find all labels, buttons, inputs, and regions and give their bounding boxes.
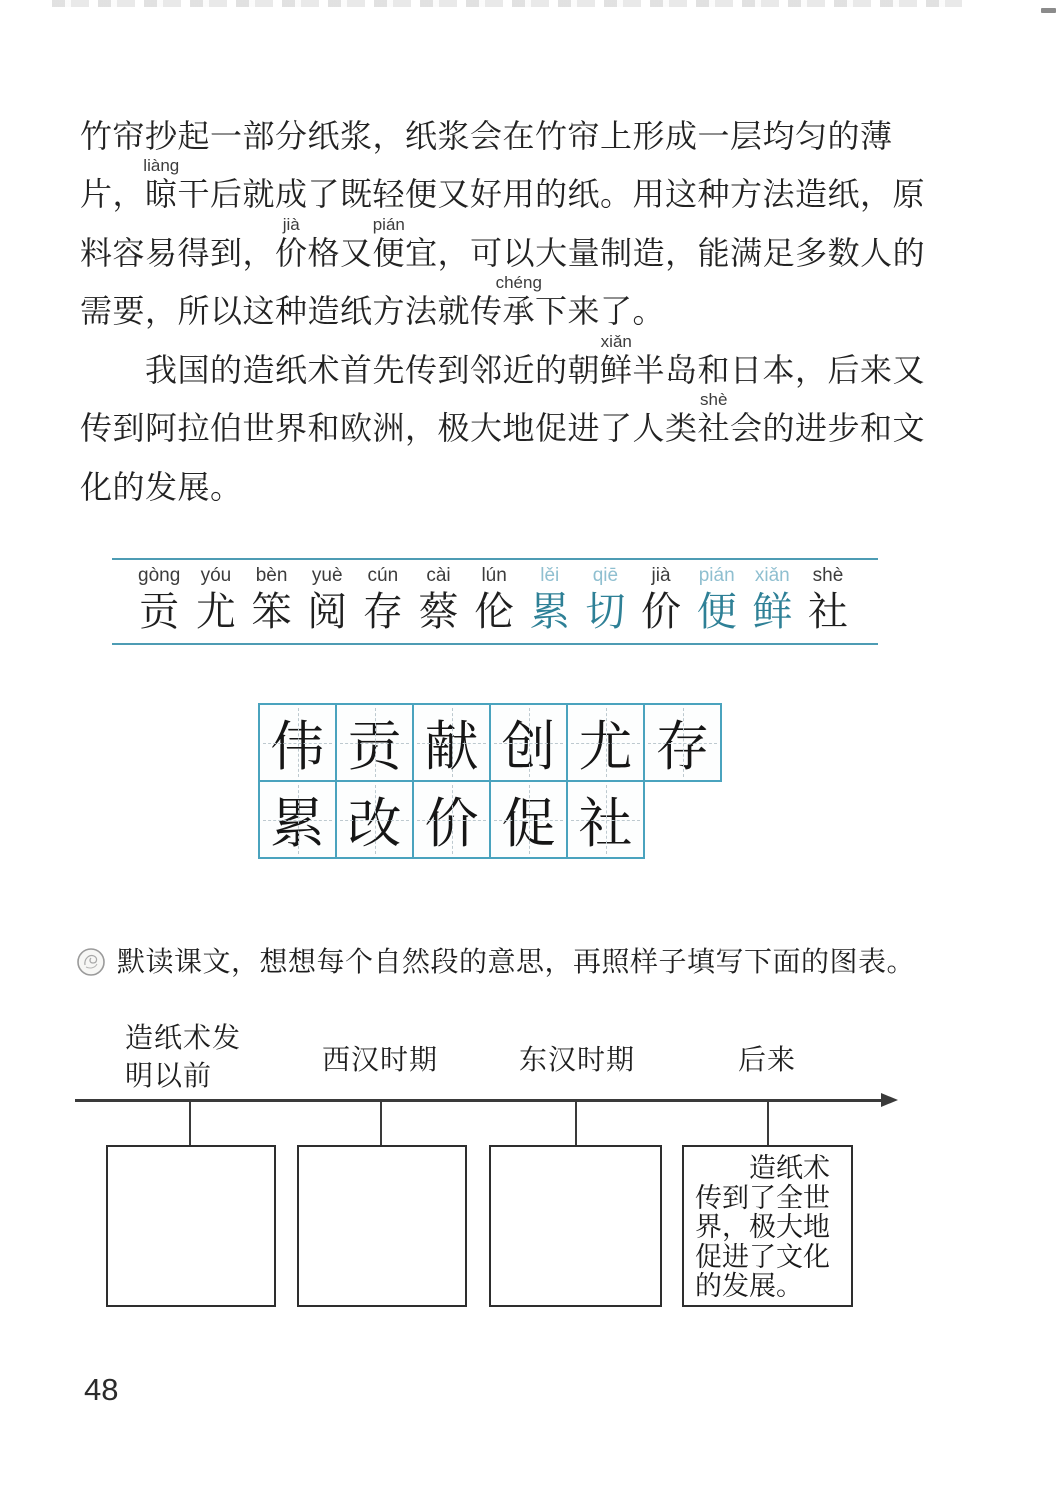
grid-cell-char: 伟	[270, 717, 325, 777]
grid-cell-char: 创	[501, 717, 556, 777]
char-item	[196, 566, 236, 635]
char-glyph: 笨	[251, 589, 292, 634]
grid-cell	[489, 780, 568, 859]
char-pinyin: bèn	[255, 565, 288, 586]
text-line	[80, 273, 930, 332]
timeline-box-empty-1	[106, 1145, 276, 1307]
grid-cell	[566, 703, 645, 782]
grid-cell-char: 促	[501, 794, 556, 854]
char-item	[808, 566, 848, 635]
text-segment: 我国的造纸术首先传到邻近的朝	[145, 351, 601, 388]
char-glyph: 价	[641, 589, 682, 634]
char-glyph: 贡	[139, 589, 180, 634]
char-pinyin: yóu	[200, 565, 232, 586]
grid-cell	[489, 703, 568, 782]
dashed-midline-v	[606, 708, 607, 777]
text-segment: 竹帘抄起一部分纸浆，纸浆会在竹帘上形成一层均匀的薄	[80, 117, 893, 154]
dashed-midline-v	[606, 785, 607, 854]
grid-cell-char: 改	[347, 794, 402, 854]
timeline-box-text-line: 传到了全世	[695, 1182, 830, 1213]
text-line	[80, 448, 930, 507]
pinyin-annotation: liàng	[143, 156, 180, 176]
dashed-midline-v	[298, 785, 299, 854]
char-item	[418, 566, 458, 635]
grid-cell-char: 尤	[578, 717, 633, 777]
char-list	[138, 566, 848, 635]
char-item	[752, 566, 792, 635]
char-glyph: 切	[585, 589, 626, 634]
grid-cell	[412, 780, 491, 859]
char-glyph: 阅	[307, 589, 348, 634]
char-glyph: 伦	[474, 589, 515, 634]
text-segment: 下来了。	[535, 293, 666, 329]
timeline-label-before-invention	[125, 1020, 241, 1096]
timeline-label-line: 西汉时期	[322, 1045, 439, 1076]
char-pinyin: qiē	[592, 565, 619, 586]
char-item	[641, 566, 681, 635]
pinyin-annotated-char: 便 pián	[372, 214, 406, 271]
char-pinyin: jià	[651, 565, 671, 586]
grid-cell-char: 价	[424, 794, 479, 854]
char-glyph: 鲜	[752, 589, 793, 634]
swirl-circle-icon	[76, 947, 106, 977]
pinyin-annotated-char: 价 jià	[275, 214, 308, 271]
timeline-label-line: 明以前	[125, 1061, 213, 1092]
exercise-instruction	[76, 944, 915, 982]
timeline-tick	[189, 1101, 191, 1146]
char-item	[585, 566, 625, 635]
timeline-label-line: 后来	[738, 1045, 797, 1076]
char-pinyin: pián	[698, 565, 735, 586]
dashed-midline-v	[529, 708, 530, 777]
pinyin-annotated-char: 承 chéng	[495, 273, 542, 329]
char-pinyin: cún	[367, 565, 399, 586]
dashed-midline-v	[452, 785, 453, 854]
char-item	[252, 566, 292, 635]
text-line	[80, 390, 930, 449]
timeline-label-later	[738, 1042, 796, 1080]
pinyin-annotation: pián	[372, 214, 405, 234]
pinyin-annotation: shè	[700, 390, 728, 410]
timeline-label-eastern-han	[519, 1042, 635, 1080]
char-pinyin: shè	[812, 565, 844, 586]
grid-cell-char: 献	[424, 717, 479, 777]
text-segment: 干后就成了既轻便又好用的纸。用这种方法造纸，原	[177, 176, 926, 212]
body-text	[80, 97, 930, 507]
grid-row	[258, 703, 722, 782]
dashed-midline-v	[452, 708, 453, 777]
timeline-label-line: 造纸术发	[125, 1023, 242, 1054]
char-pinyin: lěi	[540, 565, 560, 586]
text-segment: 需要，所以这种造纸方法就传	[80, 293, 503, 329]
grid-cell	[258, 703, 337, 782]
char-item	[697, 566, 737, 635]
grid-cell	[335, 780, 414, 859]
char-pinyin: lún	[481, 565, 507, 586]
timeline-box-example	[682, 1145, 853, 1307]
char-item	[363, 566, 403, 635]
dashed-midline-v	[375, 708, 376, 777]
timeline-arrowhead-icon	[881, 1093, 898, 1107]
char-list-bottom-rule	[112, 643, 878, 645]
timeline-axis	[75, 1099, 885, 1102]
timeline-box-empty-2	[297, 1145, 467, 1307]
pinyin-annotation: chéng	[495, 273, 542, 293]
timeline-box-text-line: 造纸术	[749, 1153, 830, 1183]
grid-cell-char: 存	[655, 717, 710, 777]
grid-cell	[335, 703, 414, 782]
char-item	[307, 566, 347, 635]
dashed-midline-v	[375, 785, 376, 854]
pinyin-annotation: jià	[282, 214, 300, 234]
char-glyph: 存	[362, 589, 403, 634]
char-pinyin: cài	[426, 565, 451, 586]
text-segment: 传到阿拉伯世界和欧洲，极大地促进了人类	[80, 410, 698, 446]
text-segment: 料容易得到，	[80, 234, 276, 271]
grid-cell	[643, 703, 722, 782]
timeline-tick	[380, 1101, 382, 1146]
char-pinyin: yuè	[311, 565, 343, 586]
timeline-tick	[575, 1101, 577, 1146]
grid-row	[258, 780, 722, 859]
text-segment: 半岛和日本，后来又	[632, 351, 926, 388]
timeline-box-text-line: 的发展。	[695, 1271, 803, 1302]
dashed-midline-v	[529, 785, 530, 854]
char-glyph: 累	[529, 589, 570, 634]
text-line	[80, 156, 930, 215]
char-item	[530, 566, 570, 635]
dashed-midline-v	[683, 708, 684, 777]
grid-cell	[566, 780, 645, 859]
pinyin-annotated-char: 鲜 xiǎn	[600, 331, 633, 388]
timeline-box-text-line: 促进了文化	[695, 1241, 830, 1272]
instruction-text: 默读课文，想想每个自然段的意思，再照样子填写下面的图表。	[117, 947, 916, 978]
pinyin-annotation: xiǎn	[600, 331, 632, 351]
grid-cell	[258, 780, 337, 859]
pinyin-annotated-char: 社 shè	[697, 390, 731, 446]
top-cut-text-strip	[52, 0, 962, 7]
grid-cell-char: 贡	[347, 717, 402, 777]
char-item	[138, 566, 180, 635]
timeline-box-text-line: 界，极大地	[695, 1212, 830, 1243]
char-list-top-rule	[112, 558, 878, 560]
text-line	[80, 214, 930, 273]
char-glyph: 蔡	[418, 589, 459, 634]
grid-cell-char: 累	[270, 794, 325, 854]
text-segment: 宜，可以大量制造，能满足多数人的	[405, 234, 926, 271]
writing-grid	[258, 703, 722, 859]
text-line	[80, 331, 930, 390]
pinyin-annotated-char: 晾 liàng	[143, 156, 180, 212]
char-glyph: 便	[696, 589, 737, 634]
char-glyph: 尤	[195, 589, 236, 634]
timeline-label-line: 东汉时期	[519, 1045, 636, 1076]
char-glyph: 社	[807, 589, 848, 634]
grid-cell-char: 社	[578, 794, 633, 854]
timeline-tick	[767, 1101, 769, 1146]
timeline-box-empty-3	[489, 1145, 662, 1307]
text-segment: 化的发展。	[80, 468, 243, 505]
page-number: 48	[84, 1372, 119, 1407]
text-segment: 会的进步和文	[730, 410, 926, 446]
dashed-midline-v	[298, 708, 299, 777]
timeline-label-western-han	[322, 1042, 438, 1080]
char-pinyin: gòng	[138, 565, 181, 586]
char-pinyin: xiǎn	[754, 565, 790, 586]
text-segment: 格又	[307, 234, 373, 271]
char-item	[474, 566, 514, 635]
text-segment: 片，	[80, 176, 146, 212]
grid-cell	[412, 703, 491, 782]
top-right-mark	[1041, 8, 1056, 13]
text-line	[80, 97, 930, 156]
